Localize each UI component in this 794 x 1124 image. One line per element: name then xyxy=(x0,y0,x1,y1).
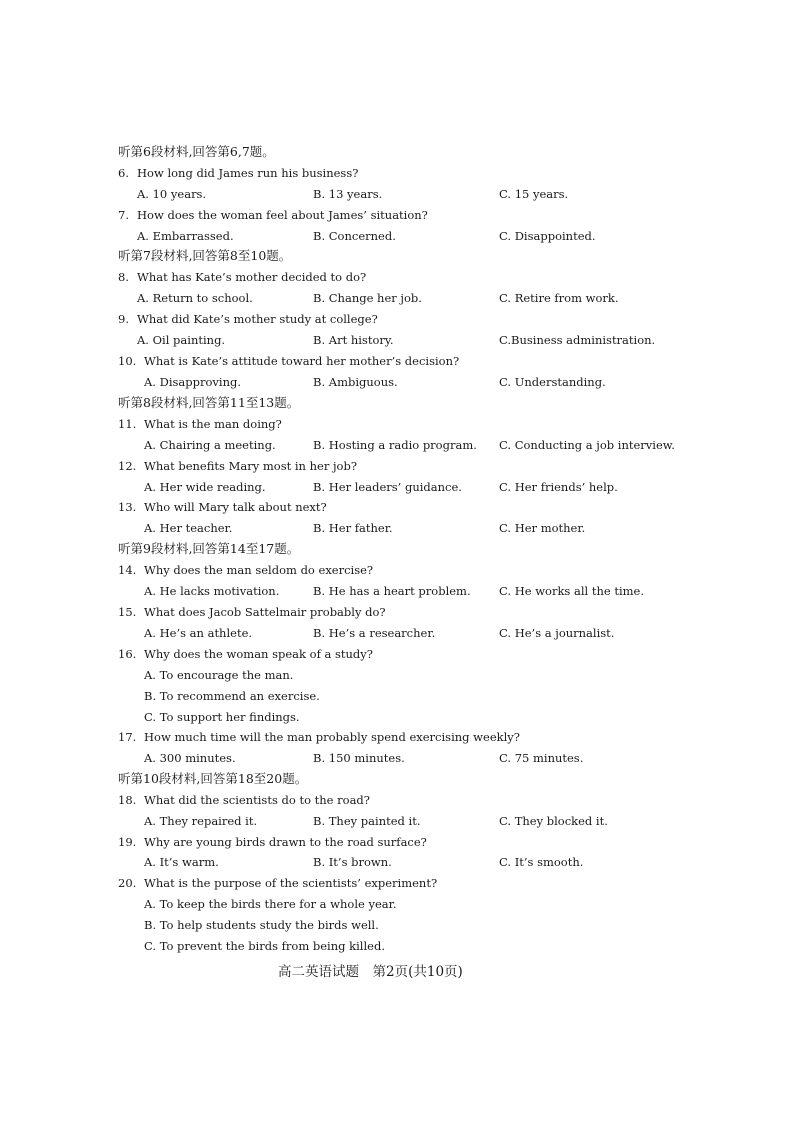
question-18 xyxy=(0,790,794,810)
option-a: A. Embarrassed. xyxy=(137,229,234,243)
options-10 xyxy=(0,372,794,392)
option-c: C. 75 minutes. xyxy=(499,751,584,765)
option-a: A. He’s an athlete. xyxy=(144,626,253,640)
option-c: C. Disappointed. xyxy=(499,229,596,243)
question-number: 17. xyxy=(118,730,137,744)
option-c: C. He’s a journalist. xyxy=(499,626,615,640)
option-line xyxy=(0,665,794,685)
question-text: What has Kate’s mother decided to do? xyxy=(137,270,367,284)
question-text: How does the woman feel about James’ situation? xyxy=(137,208,428,222)
option-a: A. 10 years. xyxy=(137,187,207,201)
page-footer xyxy=(0,962,794,982)
question-number: 15. xyxy=(118,605,137,619)
question-20 xyxy=(0,873,794,893)
option-c: C. Understanding. xyxy=(499,375,606,389)
question-11 xyxy=(0,414,794,434)
option-line xyxy=(0,707,794,727)
option-a: A. Return to school. xyxy=(137,291,253,305)
options-14 xyxy=(0,581,794,601)
option-c: C. Retire from work. xyxy=(499,291,619,305)
option-c: C. To prevent the birds from being killed. xyxy=(144,939,385,953)
question-19 xyxy=(0,832,794,852)
question-number: 7. xyxy=(118,208,129,222)
option-a: A. Oil painting. xyxy=(137,333,226,347)
option-a: A. Disapproving. xyxy=(144,375,242,389)
question-number: 9. xyxy=(118,312,129,326)
question-text: How long did James run his business? xyxy=(137,166,359,180)
option-c: C. To support her findings. xyxy=(144,710,300,724)
question-number: 14. xyxy=(118,563,137,577)
question-10 xyxy=(0,351,794,371)
question-number: 20. xyxy=(118,876,137,890)
question-number: 19. xyxy=(118,835,137,849)
question-number: 18. xyxy=(118,793,137,807)
option-b: B. Art history. xyxy=(313,333,394,347)
question-number: 10. xyxy=(118,354,137,368)
question-text: What is the purpose of the scientists’ experiment? xyxy=(144,876,438,890)
section-heading: 听第6段材料,回答第6,7题。 xyxy=(118,144,275,159)
option-b: B. Ambiguous. xyxy=(313,375,398,389)
options-15 xyxy=(0,623,794,643)
question-text: What is the man doing? xyxy=(144,417,282,431)
question-text: What did Kate’s mother study at college? xyxy=(137,312,378,326)
section-heading: 听第10段材料,回答第18至20题。 xyxy=(118,771,308,786)
options-19 xyxy=(0,852,794,872)
option-c: C. Her mother. xyxy=(499,521,586,535)
option-b: B. He has a heart problem. xyxy=(313,584,471,598)
option-c: C. Conducting a job interview. xyxy=(499,438,675,452)
options-12 xyxy=(0,477,794,497)
question-text: Why does the woman speak of a study? xyxy=(144,647,373,661)
question-16 xyxy=(0,644,794,664)
question-13 xyxy=(0,497,794,517)
options-17 xyxy=(0,748,794,768)
options-9 xyxy=(0,330,794,350)
option-a: A. To encourage the man. xyxy=(144,668,294,682)
option-a: A. Chairing a meeting. xyxy=(144,438,276,452)
option-b: B. To help students study the birds well. xyxy=(144,918,379,932)
option-line xyxy=(0,915,794,935)
question-text: Who will Mary talk about next? xyxy=(144,500,327,514)
option-a: A. He lacks motivation. xyxy=(144,584,280,598)
option-b: B. Her father. xyxy=(313,521,393,535)
option-b: B. Concerned. xyxy=(313,229,396,243)
question-text: What benefits Mary most in her job? xyxy=(144,459,357,473)
option-a: A. Her teacher. xyxy=(144,521,233,535)
question-number: 8. xyxy=(118,270,129,284)
question-6 xyxy=(0,163,794,183)
option-a: A. They repaired it. xyxy=(144,814,258,828)
question-7 xyxy=(0,205,794,225)
question-number: 12. xyxy=(118,459,137,473)
question-15 xyxy=(0,602,794,622)
question-17 xyxy=(0,727,794,747)
question-9 xyxy=(0,309,794,329)
option-line xyxy=(0,894,794,914)
option-c: C. Her friends’ help. xyxy=(499,480,618,494)
option-line xyxy=(0,936,794,956)
option-a: A. To keep the birds there for a whole year. xyxy=(144,897,397,911)
footer-text: 高二英语试题 第2页(共10页) xyxy=(278,964,463,980)
section-heading: 听第9段材料,回答第14至17题。 xyxy=(118,541,300,556)
options-8 xyxy=(0,288,794,308)
option-c: C. He works all the time. xyxy=(499,584,645,598)
option-b: B. Change her job. xyxy=(313,291,422,305)
question-text: Why does the man seldom do exercise? xyxy=(144,563,374,577)
option-b: B. He’s a researcher. xyxy=(313,626,436,640)
option-c: C. 15 years. xyxy=(499,187,569,201)
section-heading: 听第8段材料,回答第11至13题。 xyxy=(118,395,300,410)
options-11 xyxy=(0,435,794,455)
question-number: 16. xyxy=(118,647,137,661)
option-c: C. It’s smooth. xyxy=(499,855,584,869)
question-text: What did the scientists do to the road? xyxy=(144,793,370,807)
question-number: 13. xyxy=(118,500,137,514)
question-number: 11. xyxy=(118,417,137,431)
question-text: Why are young birds drawn to the road surface? xyxy=(144,835,427,849)
question-text: What is Kate’s attitude toward her mother’s decision? xyxy=(144,354,460,368)
question-8 xyxy=(0,267,794,287)
options-13 xyxy=(0,518,794,538)
option-a: A. 300 minutes. xyxy=(144,751,236,765)
option-b: B. 150 minutes. xyxy=(313,751,405,765)
option-b: B. They painted it. xyxy=(313,814,421,828)
options-18 xyxy=(0,811,794,831)
question-12 xyxy=(0,456,794,476)
option-line xyxy=(0,686,794,706)
section-heading: 听第7段材料,回答第8至10题。 xyxy=(118,248,292,263)
options-7 xyxy=(0,226,794,246)
option-b: B. To recommend an exercise. xyxy=(144,689,320,703)
option-a: A. It’s warm. xyxy=(144,855,219,869)
option-c: C. They blocked it. xyxy=(499,814,608,828)
question-number: 6. xyxy=(118,166,129,180)
option-b: B. Her leaders’ guidance. xyxy=(313,480,462,494)
option-b: B. 13 years. xyxy=(313,187,383,201)
question-14 xyxy=(0,560,794,580)
option-b: B. It’s brown. xyxy=(313,855,392,869)
option-c: C.Business administration. xyxy=(499,333,656,347)
options-6 xyxy=(0,184,794,204)
question-text: What does Jacob Sattelmair probably do? xyxy=(144,605,386,619)
option-a: A. Her wide reading. xyxy=(144,480,266,494)
question-text: How much time will the man probably spend exercising weekly? xyxy=(144,730,520,744)
option-b: B. Hosting a radio program. xyxy=(313,438,477,452)
